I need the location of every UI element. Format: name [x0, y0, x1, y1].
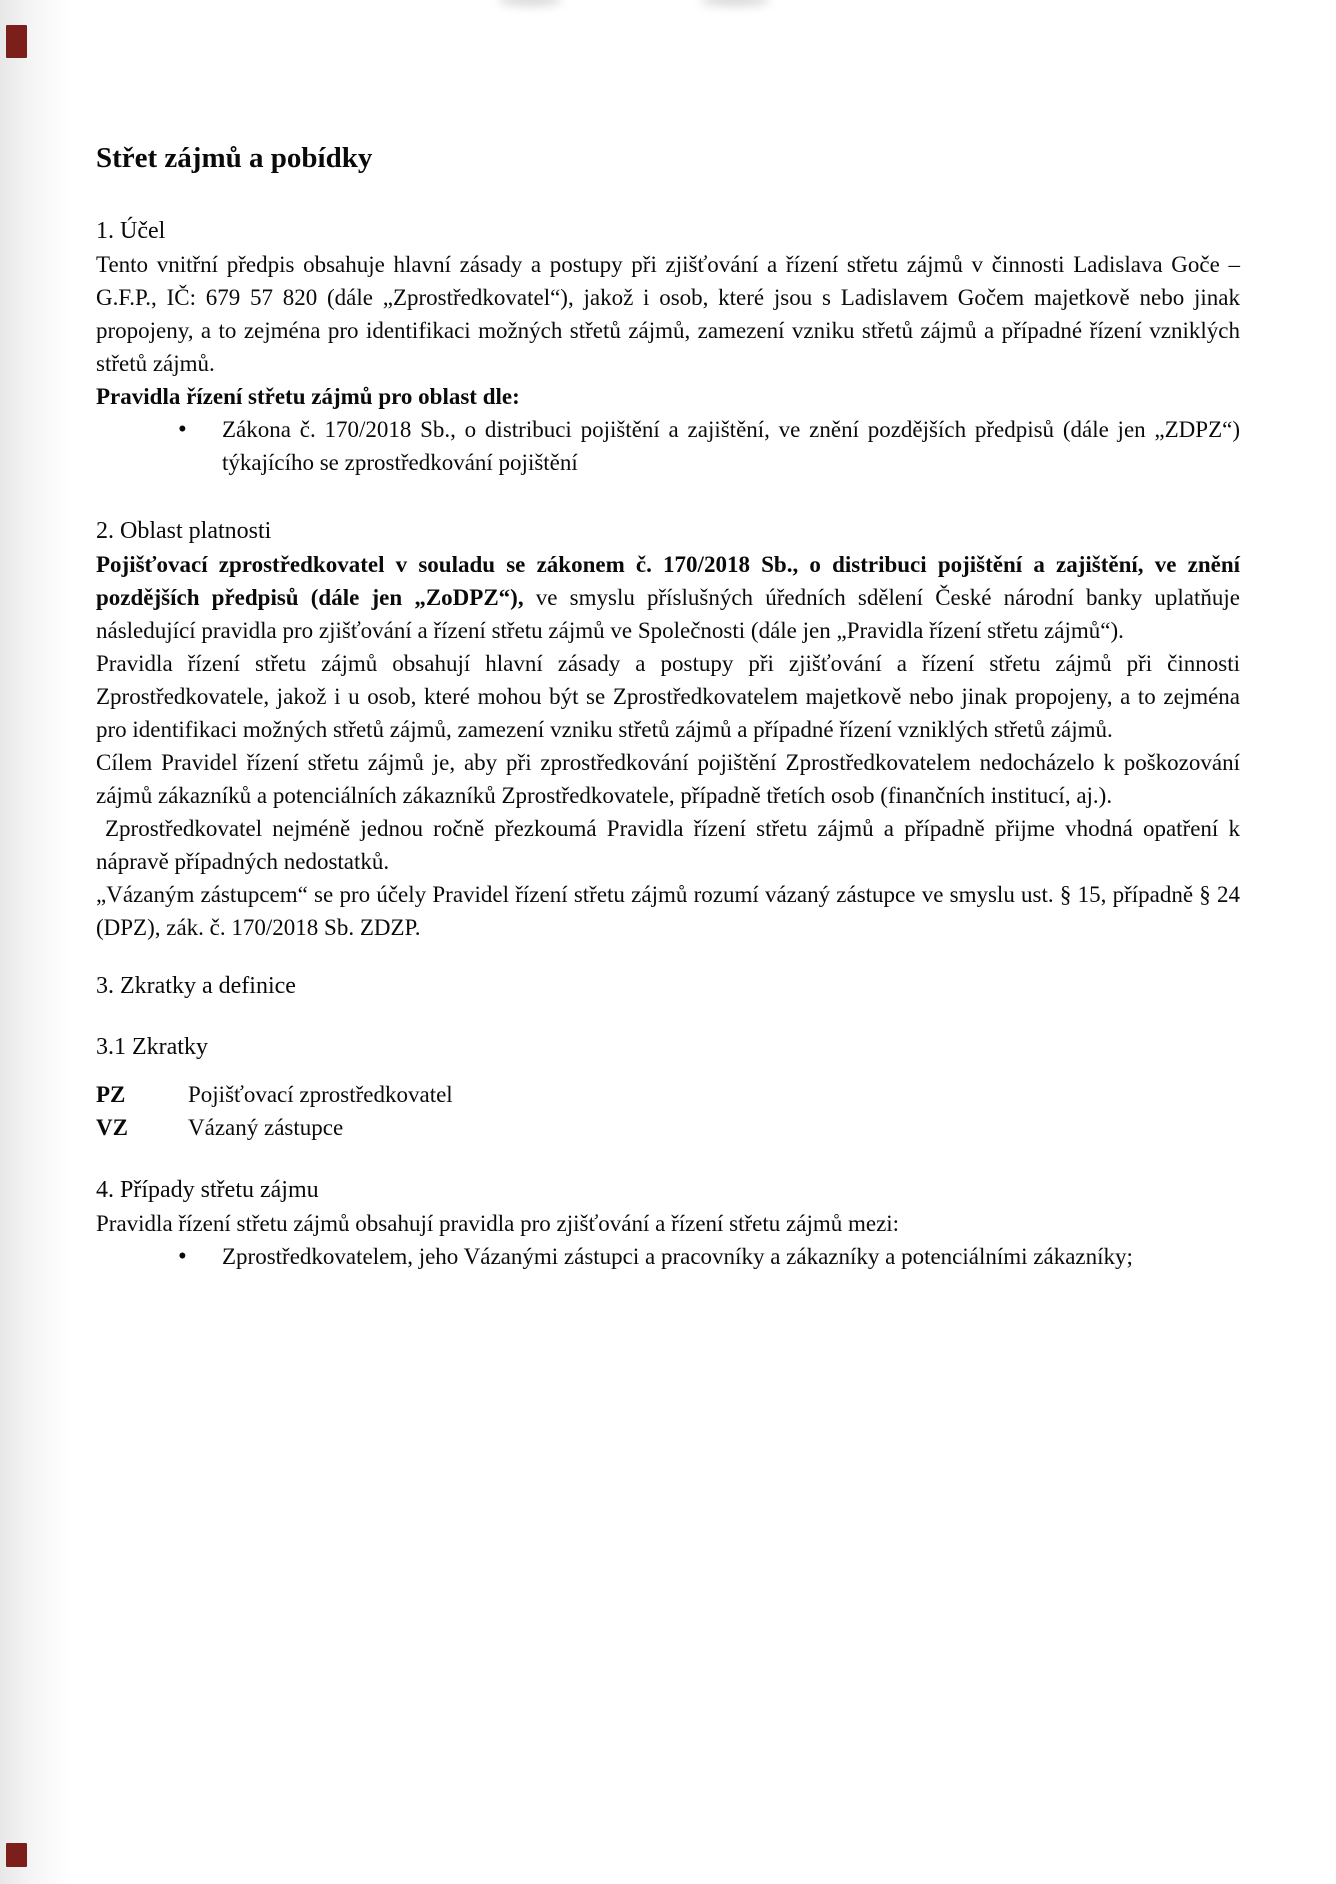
rules-area-heading: Pravidla řízení střetu zájmů pro oblast dle: — [96, 384, 520, 409]
section-4-intro: Pravidla řízení střetu zájmů obsahují pravidla pro zjišťování a řízení střetu zájmů mezi: — [96, 1211, 900, 1236]
section-2-paragraph-1 — [96, 548, 1240, 647]
bullet-item-text: Zprostředkovatelem, jeho Vázanými zástupci a pracovníky a zákazníky a potenciálními zákazníky; — [222, 1244, 1133, 1269]
section-3-heading: 3. Zkratky a definice — [96, 973, 296, 999]
rules-area-list — [96, 413, 1240, 479]
abbreviation-key: PZ — [96, 1082, 126, 1107]
conflict-parties-list — [96, 1240, 1240, 1273]
section-4-heading: 4. Případy střetu zájmu — [96, 1177, 319, 1203]
paragraph-bold-lead: Pojišťovací zprostředkovatel v souladu se zákonem č. 170/2018 Sb., o distribuci pojištění a zajištění, ve znění pozdějších předpisů (dále jen „ZoDPZ“), — [96, 552, 1240, 610]
paragraph-regular-tail: ve smyslu příslušných úředních sdělení České národní banky uplatňuje následující pravidla pro zjišťování a řízení střetu zájmů ve Společnosti (dále jen „Pravidla řízení střetu zájmů“). — [96, 585, 1240, 643]
section-2-paragraph-5: „Vázaným zástupcem“ se pro účely Pravidel řízení střetu zájmů rozumí vázaný zástupce ve smyslu ust. § 15, případně § 24 (DPZ), zák. č. 170/2018 Sb. ZDZP. — [96, 882, 1240, 940]
list-item — [178, 1240, 1240, 1273]
abbreviation-key: VZ — [96, 1115, 128, 1140]
abbreviation-table — [96, 1078, 1240, 1144]
section-2-heading: 2. Oblast platnosti — [96, 518, 272, 544]
section-2-paragraph-4: Zprostředkovatel nejméně jednou ročně přezkoumá Pravidla řízení střetu zájmů a případně přijme vhodná opatření k nápravě případných nedostatků. — [96, 816, 1240, 874]
bullet-icon: • — [178, 416, 187, 443]
section-2-paragraph-3: Cílem Pravidel řízení střetu zájmů je, aby při zprostředkování pojištění Zprostředkovatelem nedocházelo k poškozování zájmů zákazníků a potenciálních zákazníků Zprostředkovatele, případně třetích osob (finančních institucí, aj.). — [96, 750, 1240, 808]
list-item — [178, 413, 1240, 479]
section-1-paragraph: Tento vnitřní předpis obsahuje hlavní zásady a postupy při zjišťování a řízení střetu zájmů v činnosti Ladislava Goče – G.F.P., IČ: 679 57 820 (dále „Zprostředkovatel“), jakož i osob, které jsou s Ladislavem Gočem majetkově nebo jinak propojeny, a to zejména pro identifikaci možných střetů zájmů, zamezení vzniku střetů zájmů a případné řízení vzniklých střetů zájmů. — [96, 252, 1240, 376]
section-3-subheading: 3.1 Zkratky — [96, 1034, 208, 1060]
section-1-heading: 1. Účel — [96, 218, 166, 244]
bullet-icon: • — [178, 1243, 187, 1270]
abbreviation-row — [96, 1111, 1240, 1144]
abbreviation-row — [96, 1078, 1240, 1111]
section-2-paragraph-2: Pravidla řízení střetu zájmů obsahují hlavní zásady a postupy při zjišťování a řízení střetu zájmů při činnosti Zprostředkovatele, jakož i u osob, které mohou být se Zprostředkovatelem majetkově nebo jinak propojeny, a to zejména pro identifikaci možných střetů zájmů, zamezení vzniku střetů zájmů a případné řízení vzniklých střetů zájmů. — [96, 651, 1240, 742]
abbreviation-definition: Pojišťovací zprostředkovatel — [188, 1082, 453, 1107]
document-title: Střet zájmů a pobídky — [96, 142, 373, 174]
bullet-item-text: Zákona č. 170/2018 Sb., o distribuci pojištění a zajištění, ve znění pozdějších předpisů (dále jen „ZDPZ“) týkajícího se zprostředkování pojištění — [222, 417, 1240, 475]
abbreviation-definition: Vázaný zástupce — [188, 1115, 344, 1140]
